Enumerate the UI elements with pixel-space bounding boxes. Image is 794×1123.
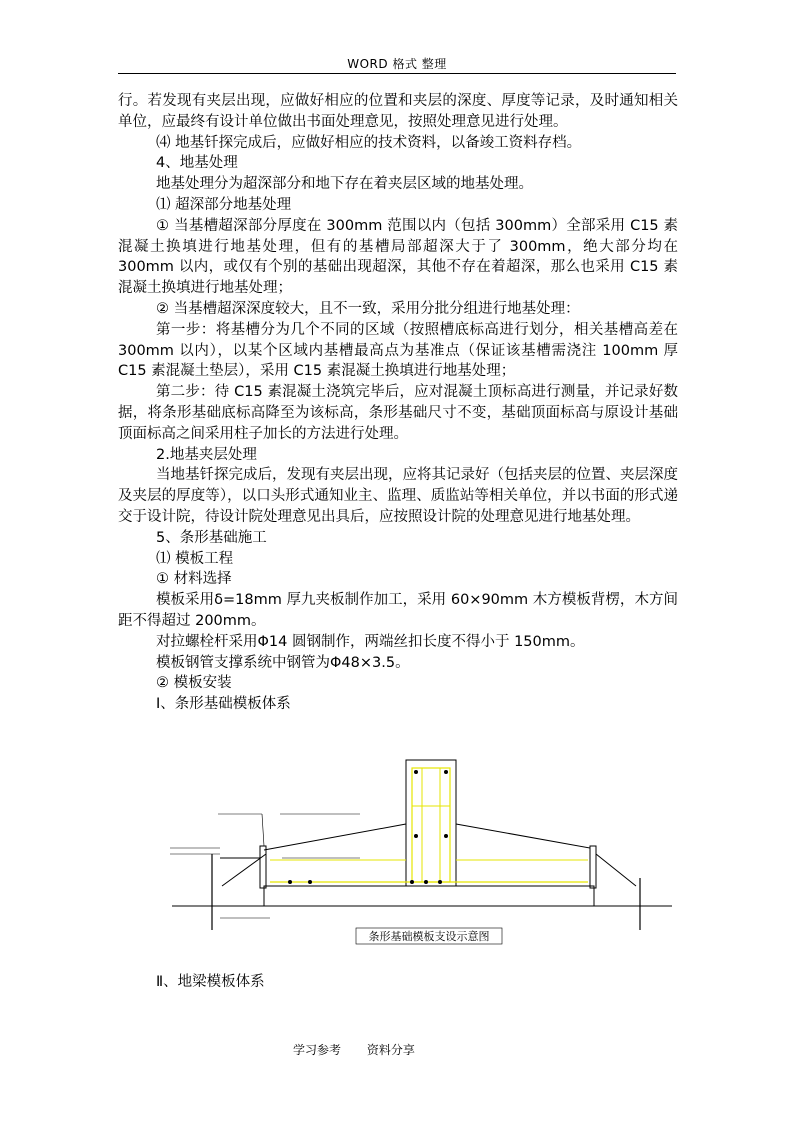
subsection-heading: ① 材料选择 bbox=[156, 571, 232, 588]
foundation-slab bbox=[264, 886, 594, 906]
paragraph: 第一步：将基槽分为几个不同的区域（按照槽底标高进行划分，相关基槽高差在 300mm 以内），以某个区域内基槽最高点为基准点（保证该基槽需浇注 100mm 厚 C15 素混凝土垫层），采用 C15 素混凝土换填进行地基处理； bbox=[118, 321, 678, 380]
section-heading: 5、条形基础施工 bbox=[156, 529, 267, 546]
paragraph: ① 当基槽超深部分厚度在 300mm 范围以内（包括 300mm）全部采用 C15 素混凝土换填进行地基处理，但有的基槽局部超深大于了 300mm，绝大部分均在 300mm 以内，或仅有个别的基础出现超深，其他不存在着超深，那么也采用 C15 素混凝土换填进行地基处理； bbox=[118, 217, 678, 297]
section-heading: 4、地基处理 bbox=[156, 155, 238, 172]
subsection-heading: 2.地基夹层处理 bbox=[156, 446, 257, 463]
document-body bbox=[118, 91, 678, 715]
annotation-leaders bbox=[170, 814, 360, 918]
rebar-dots bbox=[288, 770, 448, 884]
page-footer bbox=[293, 1041, 437, 1058]
paragraph: 第二步：待 C15 素混凝土浇筑完毕后，应对混凝土顶标高进行测量，并记录好数据，将条形基础底标高降至为该标高，条形基础尺寸不变，基础顶面标高与原设计基础顶面标高之间采用柱子加长的方法进行处理。 bbox=[118, 384, 678, 442]
footer-left: 学习参考 bbox=[293, 1043, 342, 1057]
paragraph: ⑷ 地基钎探完成后，应做好相应的技术资料，以备竣工资料存档。 bbox=[156, 134, 582, 151]
sloped-top-right bbox=[456, 824, 590, 886]
right-formwork bbox=[590, 846, 596, 888]
paragraph: 行。若发现有夹层出现，应做好相应的位置和夹层的深度、厚度等记录，及时通知相关单位，应最终有设计单位做出书面处理意见，按照处理意见进行处理。 bbox=[118, 93, 678, 130]
formwork-diagram bbox=[160, 758, 680, 950]
paragraph: 对拉螺栓杆采用Φ14 圆钢制作，两端丝扣长度不得小于 150mm。 bbox=[156, 633, 585, 650]
paragraph: 地基处理分为超深部分和地下存在着夹层区域的地基处理。 bbox=[156, 176, 533, 193]
paragraph: 模板采用δ=18mm 厚九夹板制作加工，采用 60×90mm 木方模板背楞，木方间距不得超过 200mm。 bbox=[118, 592, 678, 629]
subsection-heading: Ⅰ、条形基础模板体系 bbox=[156, 696, 291, 713]
left-formwork bbox=[260, 846, 266, 888]
sloped-top bbox=[264, 824, 406, 886]
column-outline bbox=[406, 760, 456, 886]
paragraph: 模板钢管支撑系统中钢管为Φ48×3.5。 bbox=[156, 654, 410, 671]
subsection-heading: ⑴ 超深部分地基处理 bbox=[156, 196, 292, 213]
page-header: WORD 格式 整理 bbox=[347, 57, 447, 71]
subsection-heading: ② 模板安装 bbox=[156, 675, 232, 692]
footer-right: 资料分享 bbox=[366, 1043, 415, 1057]
figure-caption: 条形基础模板支设示意图 bbox=[368, 930, 490, 943]
paragraph: 当地基钎探完成后，发现有夹层出现，应将其记录好（包括夹层的位置、夹层深度及夹层的厚度等），以口头形式通知业主、监理、质监站等相关单位，并以书面的形式递交于设计院，待设计院处理意见出具后，应按照设计院的处理意见进行地基处理。 bbox=[118, 467, 678, 525]
paragraph: ② 当基槽超深深度较大，且不一致，采用分批分组进行地基处理： bbox=[156, 300, 580, 317]
column-rebar bbox=[412, 768, 450, 882]
subsection-heading: ⑴ 模板工程 bbox=[156, 550, 234, 567]
header-rule bbox=[118, 73, 676, 74]
section-heading: Ⅱ、地梁模板体系 bbox=[156, 974, 265, 990]
